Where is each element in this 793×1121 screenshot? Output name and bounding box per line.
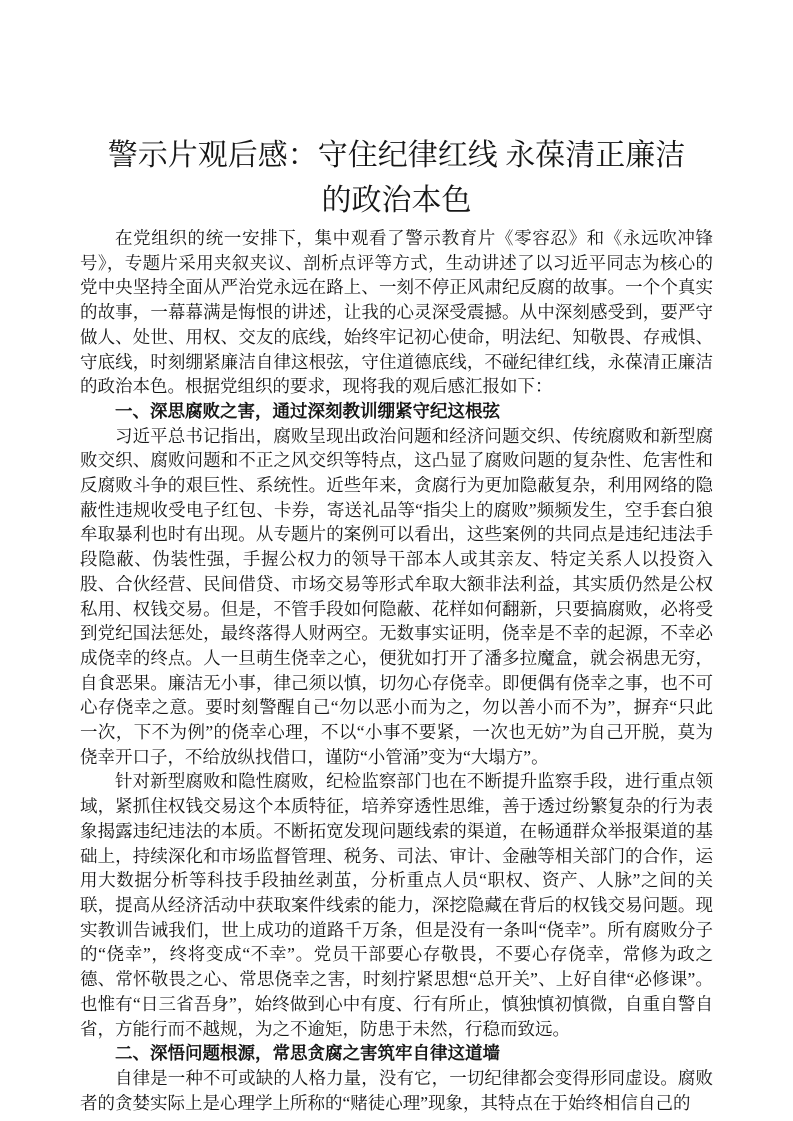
- intro-paragraph: 在党组织的统一安排下，集中观看了警示教育片《零容忍》和《永远吹冲锋号》，专题片采用夹叙夹议、剖析点评等方式，生动讲述了以习近平同志为核心的党中央坚持全面从严治党永远在路上、一刻不停正风肃纪反腐的故事。一个个真实的故事，一幕幕满是悔恨的讲述，让我的心灵深受震撼。从中深刻感受到，要严守做人、处世、用权、交友的底线，始终牢记初心使命，明法纪、知敬畏、存戒惧、守底线，时刻绷紧廉洁自律这根弦，守住道德底线，不碰纪律红线，永葆清正廉洁的政治本色。根据党组织的要求，现将我的观后感汇报如下：: [80, 228, 713, 397]
- page-title: 警示片观后感：守住纪律红线 永葆清正廉洁的政治本色: [107, 139, 686, 217]
- section-1-paragraph-2: 针对新型腐败和隐性腐败，纪检监察部门也在不断提升监察手段，进行重点领域，紧抓住权钱交易这个本质特征，培养穿透性思维，善于透过纷繁复杂的行为表象揭露违纪违法的本质。不断拓宽发现问题线索的渠道，在畅通群众举报渠道的基础上，持续深化和市场监督管理、税务、司法、审计、金融等相关部门的合作，运用大数据分析等科技手段抽丝剥茧，分析重点人员“职权、资产、人脉”之间的关联，提高从经济活动中获取案件线索的能力，深挖隐藏在背后的权钱交易问题。现实教训告诫我们，世上成功的道路千万条，但是没有一条叫“侥幸”。所有腐败分子的“侥幸”，终将变成“不幸”。党员干部要心存敬畏，不要心存侥幸，常修为政之德、常怀敬畏之心、常思侥幸之害，时刻拧紧思想“总开关”、上好自律“必修课”。也惟有“日三省吾身”，始终做到心中有度、行有所止，慎独慎初慎微，自重自警自省，方能行而不越规，为之不逾矩，防患于未然，行稳而致远。: [80, 771, 713, 1039]
- section-heading-2: 二、深悟问题根源，常思贪腐之害筑牢自律这道墙: [115, 1043, 500, 1064]
- section-2-paragraph-1: 自律是一种不可或缺的人格力量，没有它，一切纪律都会变得形同虚设。腐败者的贪婪实际上是心理学上所称的“赌徒心理”现象，其特点在于始终相信自己的: [80, 1067, 713, 1113]
- section-1-paragraph-1: 习近平总书记指出，腐败呈现出政治问题和经济问题交织、传统腐败和新型腐败交织、腐败问题和不正之风交织等特点，这凸显了腐败问题的复杂性、危害性和反腐败斗争的艰巨性、系统性。近些年来，贪腐行为更加隐蔽复杂，利用网络的隐蔽性违规收受电子红包、卡券，寄送礼品等“指尖上的腐败”频频发生，空手套白狼牟取暴利也时有出现。从专题片的案例可以看出，这些案例的共同点是违纪违法手段隐蔽、伪装性强，手握公权力的领导干部本人或其亲友、特定关系人以投资入股、合伙经营、民间借贷、市场交易等形式牟取大额非法利益，其实质仍然是公权私用、权钱交易。但是，不管手段如何隐蔽、花样如何翻新，只要搞腐败，必将受到党纪国法惩处，最终落得人财两空。无数事实证明，侥幸是不幸的起源，不幸必成侥幸的终点。人一旦萌生侥幸之心，便犹如打开了潘多拉魔盒，就会祸患无穷，自食恶果。廉洁无小事，律己须以慎，切勿心存侥幸。即便偶有侥幸之事，也不可心存侥幸之意。要时刻警醒自己“勿以恶小而为之，勿以善小而不为”，摒弃“只此一次，下不为例”的侥幸心理，不以“小事不要紧，一次也无妨”为自己开脱，莫为侥幸开口子，不给放纵找借口，谨防“小管涌”变为“大塌方”。: [80, 425, 713, 767]
- section-heading-1: 一、深思腐败之害，通过深刻教训绷紧守纪这根弦: [115, 400, 500, 421]
- document-body: [80, 226, 713, 1115]
